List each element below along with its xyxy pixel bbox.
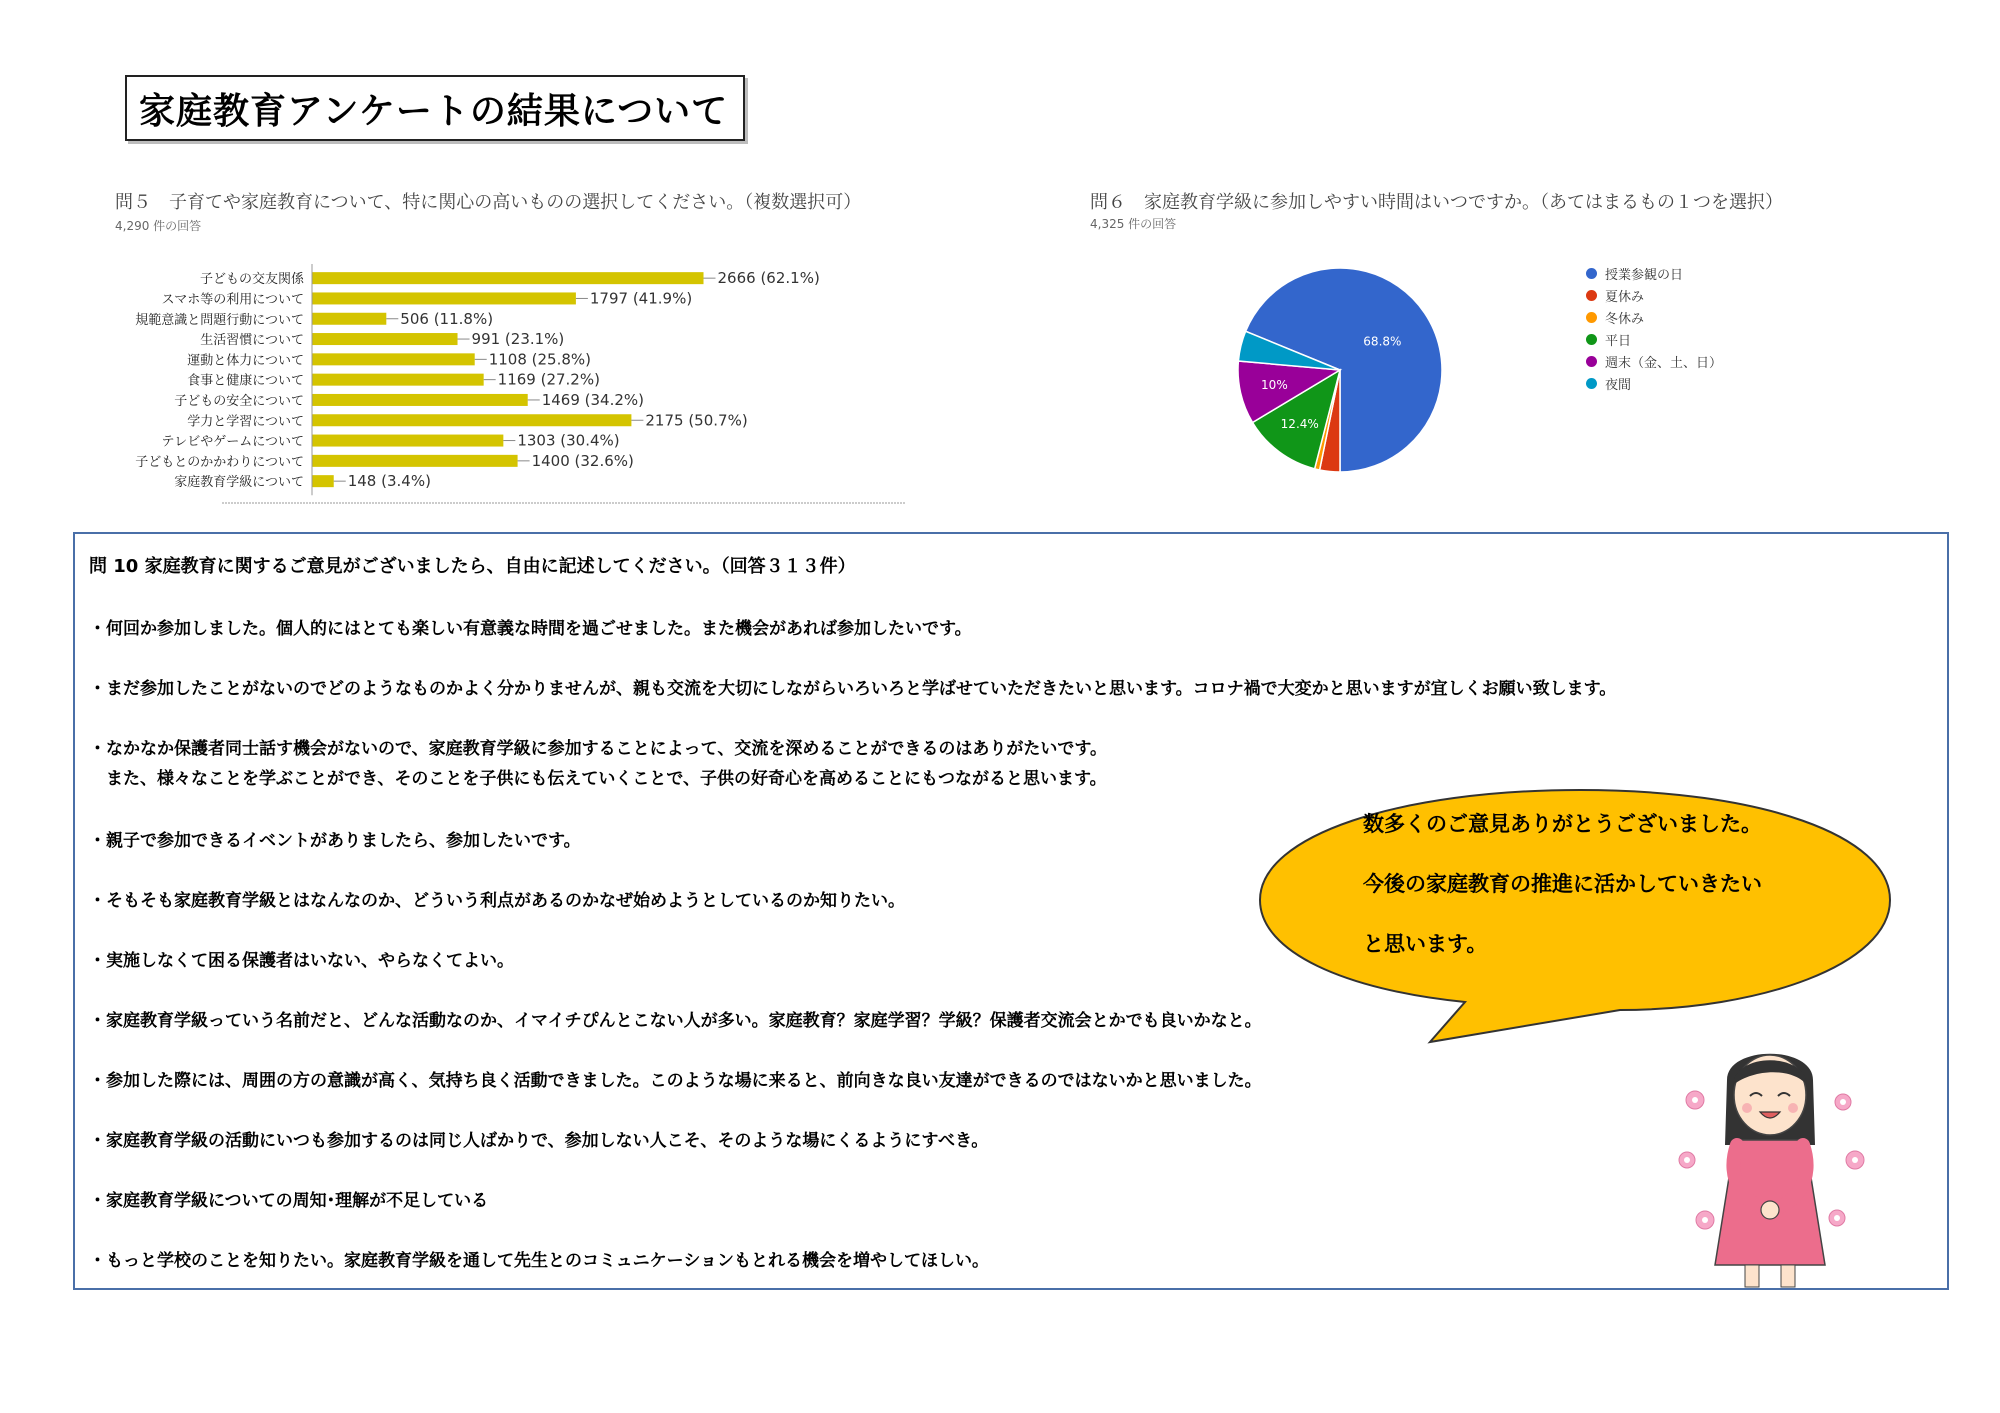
q6-pie-legend [1586, 262, 1722, 394]
q5-bar-chart [115, 255, 915, 505]
bar-category-label: 運動と体力について [187, 353, 304, 369]
legend-item [1586, 372, 1722, 394]
pie-slice-label: 68.8% [1363, 334, 1402, 349]
legend-label: 冬休み [1605, 311, 1645, 327]
bar [312, 435, 503, 447]
bubble-line: 数多くのご意見ありがとうございました。 [1363, 812, 1762, 836]
comment-line: ・参加した際には、周囲の方の意識が高く、気持ち良く活動できました。このような場に来ると、前向きな良い友達ができるのではないかと思いました。 [89, 1071, 1262, 1091]
comment-line: ・そもそも家庭教育学級とはなんなのか、どういう利点があるのかなぜ始めようとしているのか知りたい。 [89, 891, 905, 911]
legend-dot-icon [1586, 334, 1597, 345]
bubble-line: と思います。 [1363, 932, 1488, 956]
bar [312, 313, 386, 325]
legend-label: 夏休み [1605, 289, 1645, 305]
legend-item [1586, 284, 1722, 306]
pie-slice-label: 10% [1261, 378, 1288, 393]
q6-response-count: 4,325 件の回答 [1090, 217, 1177, 231]
legend-label: 週末（金、土、日） [1605, 355, 1723, 371]
q10-header: 問 10 家庭教育に関するご意見がございましたら、自由に記述してください。（回答３１３件） [89, 556, 856, 577]
legend-label: 夜間 [1605, 377, 1632, 393]
page-title: 家庭教育アンケートの結果について [125, 75, 745, 141]
comment-line: ・なかなか保護者同士話す機会がないので、家庭教育学級に参加することによって、交流を深めることができるのはありがたいです。 [89, 739, 1107, 759]
bar [312, 374, 484, 386]
q6-title: 問６ 家庭教育学級に参加しやすい時間はいつですか。（あてはまるもの１つを選択） [1090, 192, 1783, 213]
bar [312, 455, 518, 467]
legend-item [1586, 262, 1722, 284]
q5-response-count: 4,290 件の回答 [115, 219, 202, 233]
q6-pie-chart [1220, 260, 1460, 500]
bar [312, 414, 631, 426]
bar-category-label: 子どもの交友関係 [199, 272, 304, 288]
bar [312, 292, 576, 304]
legend-dot-icon [1586, 378, 1597, 389]
legend-dot-icon [1586, 290, 1597, 301]
legend-label: 平日 [1605, 333, 1632, 349]
comment-line: ・もっと学校のことを知りたい。家庭教育学級を通して先生とのコミュニケーションもとれる機会を増やしてほしい。 [89, 1251, 989, 1271]
bar-category-label: テレビやゲームについて [161, 434, 304, 450]
bar-data-label: 1303 (30.4%) [517, 431, 620, 450]
bar-category-label: スマホ等の利用について [161, 292, 304, 308]
bar-category-label: 食事と健康について [187, 373, 304, 389]
bar-data-label: 1797 (41.9%) [589, 289, 693, 308]
bar-category-label: 子どもとのかかわりについて [135, 454, 304, 470]
legend-item [1586, 328, 1722, 350]
bar-data-label: 1469 (34.2%) [541, 390, 645, 409]
comment-line: また、様々なことを学ぶことができ、そのことを子供にも伝えていくことで、子供の好奇心を高めることにもつながると思います。 [89, 769, 1107, 789]
bubble-line: 今後の家庭教育の推進に活かしていきたい [1363, 872, 1762, 896]
bar-category-label: 学力と学習について [187, 414, 304, 430]
bar-data-label: 506 (11.8%) [400, 309, 494, 328]
bowing-woman-illustration [1665, 1040, 1885, 1290]
bar [312, 272, 704, 284]
bar-data-label: 1400 (32.6%) [531, 451, 634, 470]
comment-line: ・親子で参加できるイベントがありましたら、参加したいです。 [89, 831, 581, 851]
bar-category-label: 子どもの安全について [174, 393, 304, 409]
pie-slice-label: 12.4% [1280, 416, 1319, 431]
bar-category-label: 家庭教育学級について [174, 475, 304, 491]
comment-line: ・まだ参加したことがないのでどのようなものかよく分かりませんが、親も交流を大切にしながらいろいろと学ばせていただきたいと思います。コロナ禍で大変かと思いますが宜しくお願い致します。 [89, 679, 1617, 699]
bar-data-label: 1108 (25.8%) [488, 350, 592, 369]
q5-title: 問５ 子育てや家庭教育について、特に関心の高いものの選択してください。（複数選択可） [115, 192, 862, 213]
bar-data-label: 148 (3.4%) [347, 472, 431, 491]
bar [312, 353, 475, 365]
bar-data-label: 2666 (62.1%) [717, 269, 820, 288]
legend-dot-icon [1586, 268, 1597, 279]
legend-dot-icon [1586, 356, 1597, 367]
comment-line: ・家庭教育学級の活動にいつも参加するのは同じ人ばかりで、参加しない人こそ、そのような場にくるようにすべき。 [89, 1131, 989, 1151]
bar [312, 333, 458, 345]
comment-line: ・実施しなくて困る保護者はいない、やらなくてよい。 [89, 951, 514, 971]
comment-line: ・家庭教育学級についての周知･理解が不足している [89, 1191, 489, 1211]
comment-line: ・何回か参加しました。個人的にはとても楽しい有意義な時間を過ごせました。また機会があれば参加したいです。 [89, 619, 972, 639]
bar-category-label: 生活習慣について [200, 333, 304, 349]
bar-category-label: 規範意識と問題行動について [135, 312, 304, 328]
bar-data-label: 2175 (50.7%) [645, 411, 748, 430]
bar-data-label: 991 (23.1%) [471, 330, 565, 349]
legend-item [1586, 306, 1722, 328]
legend-label: 授業参観の日 [1605, 267, 1684, 283]
bar [312, 394, 528, 406]
legend-item [1586, 350, 1722, 372]
legend-dot-icon [1586, 312, 1597, 323]
bar-data-label: 1169 (27.2%) [497, 370, 600, 389]
comment-line: ・家庭教育学級っていう名前だと、どんな活動なのか、イマイチぴんとこない人が多い。家庭教育？家庭学習？学級？保護者交流会とかでも良いかなと。 [89, 1011, 1262, 1031]
bar [312, 475, 334, 487]
